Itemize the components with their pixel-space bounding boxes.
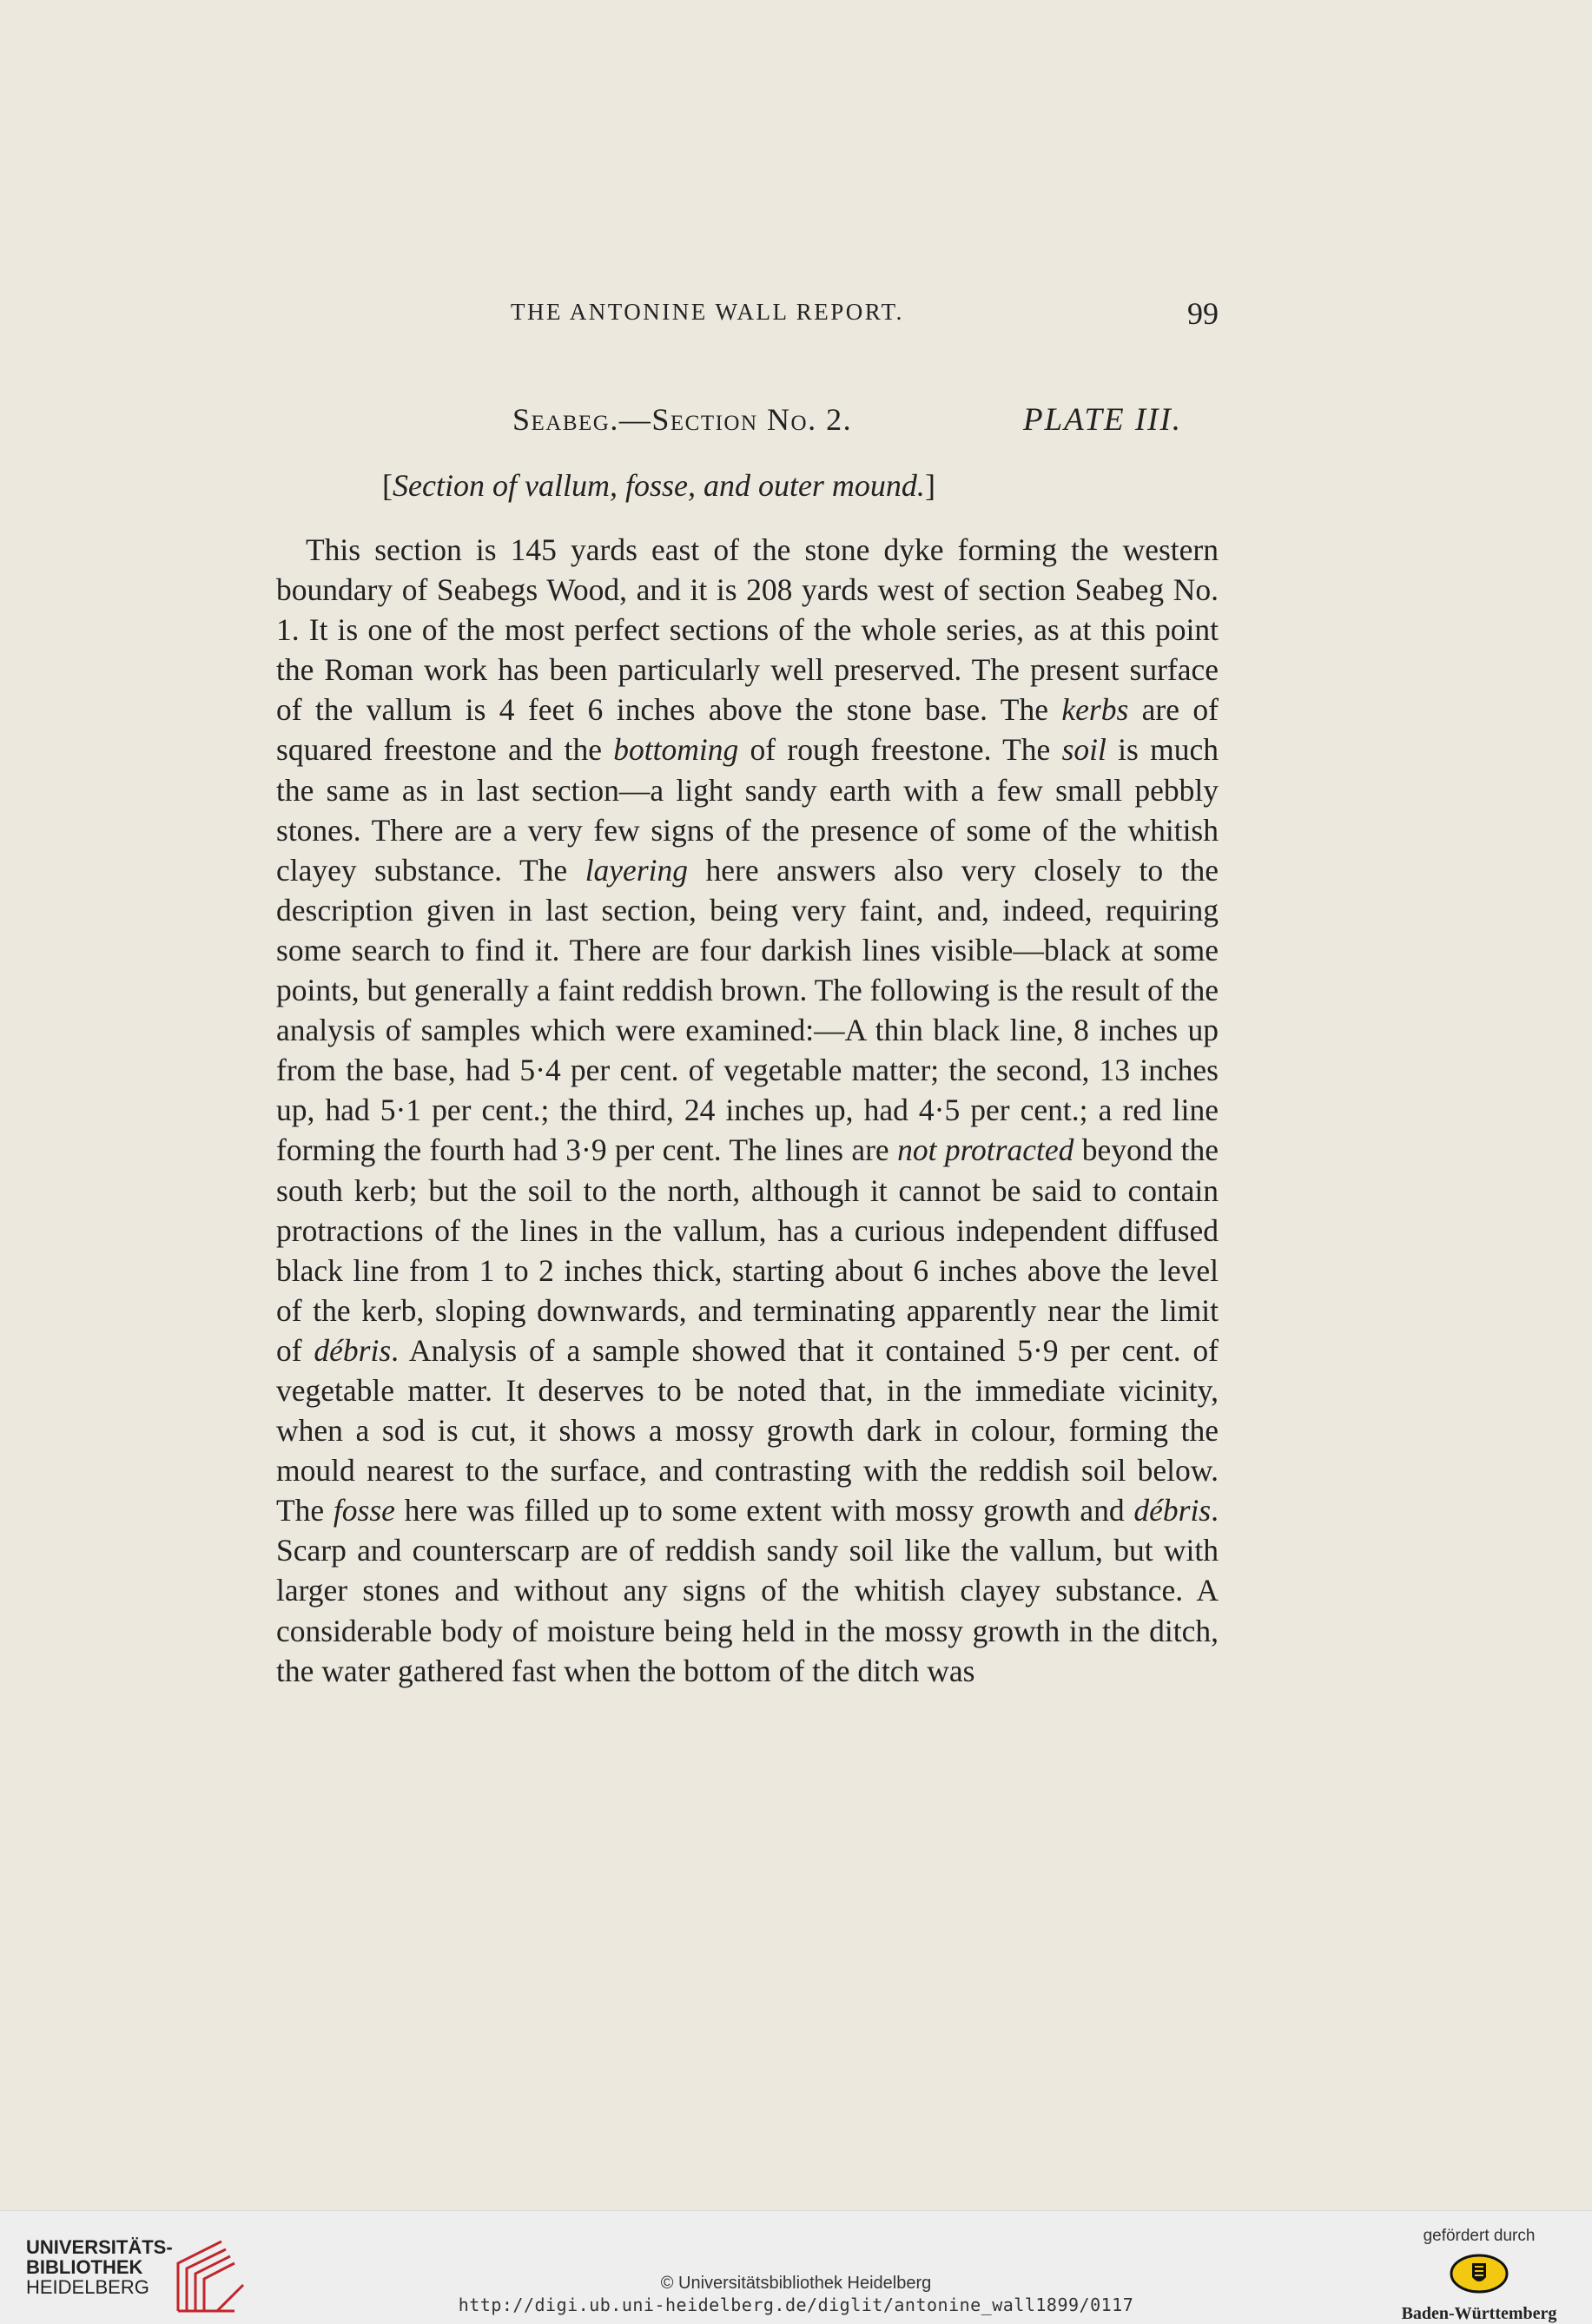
- body-text-run: of rough freestone. The: [738, 732, 1062, 768]
- body-text-run: are of squared freestone and the: [276, 692, 1219, 768]
- body-italic-not-protracted: not protracted: [897, 1132, 1074, 1168]
- library-name-line1: UNIVERSITÄTS-: [26, 2236, 173, 2258]
- body-italic-bottoming: bottoming: [613, 732, 739, 768]
- section-heading: Seabeg.—Section No. 2.: [512, 402, 853, 437]
- body-text-run: This section is 145 yards east of the stone dyke forming the western boundary of Seabegs Wood, and it is 208 yards west of section Seabeg No. 1. It is one of the most perfect sections of the whole series, as at this point the Roman work has been particularly well preserved. The present surface of the vallum is 4 feet 6 inches above the stone base. The: [276, 532, 1219, 728]
- baden-wuerttemberg-crest-icon: [1449, 2253, 1509, 2294]
- permalink-url[interactable]: http://digi.ub.uni-heidelberg.de/diglit/antonine_wall1899/0117: [458, 2294, 1134, 2315]
- body-text-run: . Analysis of a sample showed that it contained 5·9 per cent. of vegetable matter. It deserves to be noted that, in the immediate vicinity, when a sod is cut, it shows a mossy growth dark in colour, forming the mould nearest to the surface, and contrasting with the reddish soil below. The: [276, 1332, 1219, 1528]
- sponsor-label: gefördert durch: [1423, 2227, 1536, 2245]
- body-text-run: here answers also very closely to the description given in last section, being very faint, and, indeed, requiring some search to find it. There are four darkish lines visible—black at some points, but generally a faint reddish brown. The following is the result of the analysis of samples which were examined:—A thin black line, 8 inches up from the base, had 5·4 per cent. of vegetable matter; the second, 13 inches up, had 5·1 per cent.; the third, 24 inches up, had 4·5 per cent.; a red line forming the fourth had 3·9 per cent. The lines are: [276, 852, 1219, 1168]
- copyright-notice: © Universitätsbibliothek Heidelberg: [660, 2274, 932, 2293]
- body-italic-debris: débris: [314, 1332, 392, 1368]
- body-text-run: is much the same as in last section—a light sandy earth with a few small pebbly stones. There are a very few signs of the presence of some of the whitish clayey substance. The: [276, 732, 1219, 888]
- library-name-line3: HEIDELBERG: [26, 2276, 149, 2298]
- body-italic-soil: soil: [1061, 732, 1106, 768]
- body-italic-kerbs: kerbs: [1061, 692, 1129, 728]
- library-name-line2: BIBLIOTHEK: [26, 2256, 143, 2278]
- subheading-open-bracket: [: [382, 468, 393, 503]
- body-text-run: beyond the south kerb; but the soil to the north, although it cannot be said to contain protractions of the lines in the vallum, has a curious independent diffused black line from 1 to 2 inches thick, starting about 6 inches above the level of the kerb, sloping downwards, and terminating apparently near the limit of: [276, 1132, 1219, 1368]
- body-italic-debris: débris: [1133, 1493, 1212, 1528]
- subheading-close-bracket: ]: [924, 468, 935, 503]
- page-header: [276, 295, 1219, 339]
- plate-label: PLATE III.: [1023, 402, 1183, 438]
- subheading-text: Section of vallum, fosse, and outer mound.: [393, 468, 925, 503]
- sponsor-block[interactable]: [1392, 2227, 1566, 2324]
- body-italic-layering: layering: [585, 852, 688, 888]
- page-number: 99: [1187, 296, 1219, 331]
- body-paragraph: [276, 530, 1219, 1691]
- sponsor-name: Baden-Württemberg: [1401, 2304, 1557, 2323]
- section-subheading: [382, 467, 935, 504]
- body-text-run: here was filled up to some extent with mossy growth and: [394, 1493, 1134, 1528]
- running-title: THE ANTONINE WALL REPORT.: [511, 299, 904, 325]
- body-text-run: . Scarp and counterscarp are of reddish sandy soil like the vallum, but with larger stones and without any signs of the whitish clayey substance. A considerable body of moisture being held in the mossy growth in the ditch, the water gathered fast when the bottom of the ditch was: [276, 1493, 1219, 1688]
- footer-bar: [0, 2210, 1592, 2324]
- body-italic-fosse: fosse: [333, 1493, 395, 1528]
